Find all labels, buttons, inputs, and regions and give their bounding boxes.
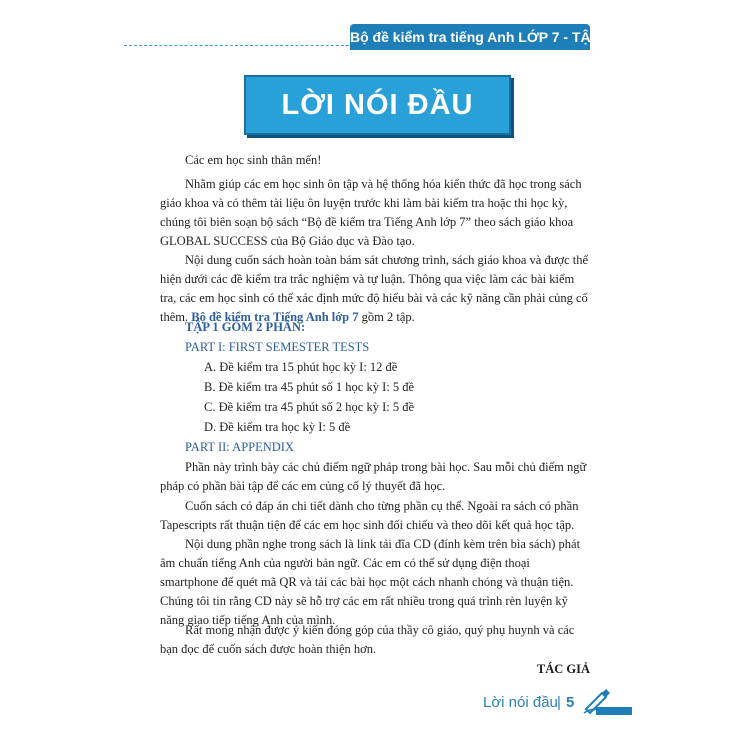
greeting: Các em học sinh thân mến! — [185, 153, 322, 167]
page-number: 5 — [566, 694, 575, 711]
series-title: Bộ đề kiểm tra tiếng Anh LỚP 7 - TẬP 1 — [350, 29, 612, 45]
page-title-box — [244, 75, 511, 135]
part2-heading: PART II: APPENDIX — [185, 440, 294, 454]
part1-item-a: A. Đề kiểm tra 15 phút học kỳ I: 12 đề — [204, 360, 398, 374]
paragraph-audio: Nội dung phần nghe trong sách là link tải đĩa CD (đính kèm trên bìa sách) phát âm chuẩn tiếng Anh của người bản ngữ. Các em có thể sử dụng điện thoại smartphone để quét mã QR và tải các bài học một cách nhanh chóng và thuận tiện. Chúng tôi tin rằng CD này sẽ hỗ trợ các em rất nhiều trong quá trình rèn luyện kỹ năng giao tiếp tiếng Anh của mình. — [160, 537, 581, 627]
paragraph-appendix: Phần này trình bày các chủ điểm ngữ pháp trong bài học. Sau mỗi chủ điểm ngữ pháp có phần bài tập để các em củng cố lý thuyết đã học. — [160, 460, 587, 493]
signature: TÁC GIẢ — [536, 662, 590, 676]
part1-item-c: C. Đề kiểm tra 45 phút số 2 học kỳ I: 5 đề — [204, 400, 415, 414]
paragraph-content-tail: gồm 2 tập. — [358, 310, 415, 324]
paragraph-content — [160, 251, 590, 327]
paragraph-feedback: Rất mong nhận được ý kiến đóng góp của thầy cô giáo, quý phụ huynh và các bạn đọc để cuốn sách được hoàn thiện hơn. — [160, 623, 575, 656]
volume-heading: TẬP 1 GỒM 2 PHẦN: — [185, 320, 306, 334]
paragraph-intro: Nhằm giúp các em học sinh ôn tập và hệ thống hóa kiến thức đã học trong sách giáo khoa và có thêm tài liệu ôn luyện trước khi làm bài kiểm tra hoặc thi học kỳ, chúng tôi biên soạn bộ sách “Bộ đề kiểm tra Tiếng Anh lớp 7” theo sách giáo khoa GLOBAL SUCCESS của Bộ Giáo dục và Đào tạo. — [160, 177, 582, 248]
footer-section-label: Lời nói đầu — [483, 694, 558, 711]
part1-item-b: B. Đề kiểm tra 45 phút số 1 học kỳ I: 5 đề — [204, 380, 415, 394]
book-title: Bộ đề kiểm tra Tiếng Anh lớp 7 — [191, 310, 359, 324]
header-dashed-line — [124, 45, 364, 46]
pen-writing-icon — [582, 683, 618, 715]
paragraph-answers: Cuốn sách có đáp án chi tiết dành cho từng phần cụ thể. Ngoài ra sách có phần Tapescripts rất thuận tiện để các em học sinh đối chiếu và theo dõi kết quả học tập. — [160, 499, 579, 532]
page-title: LỜI NÓI ĐẦU — [281, 89, 474, 121]
part1-heading: PART I: FIRST SEMESTER TESTS — [185, 340, 370, 354]
series-title-tab — [350, 24, 612, 50]
part1-item-d: D. Đề kiểm tra học kỳ I: 5 đề — [204, 420, 351, 434]
paragraph-content-text: Nội dung cuốn sách hoàn toàn bám sát chương trình, sách giáo khoa và được thể hiện dưới các đề kiểm tra trắc nghiệm và tự luận. Thông qua việc làm các bài kiểm tra, các em học sinh có thể xác định mức độ hiểu bài và các kỹ năng cần phải củng cố thêm. — [160, 253, 589, 324]
footer-separator: | — [557, 694, 561, 711]
